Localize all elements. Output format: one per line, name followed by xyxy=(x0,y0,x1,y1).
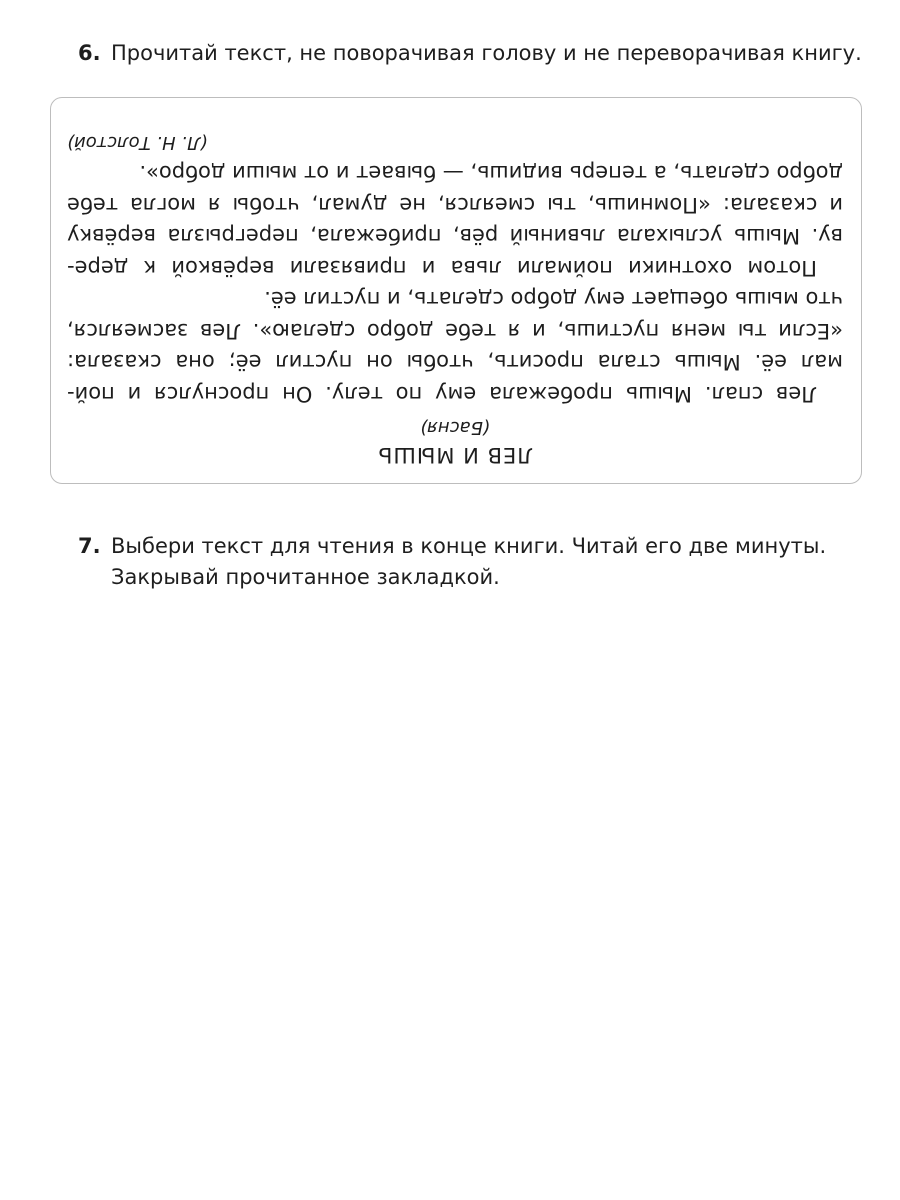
fable-line: что мышь обещает ему добро сделать, и пустил её. xyxy=(264,287,843,312)
fable-author: (Л. Н. Толстой) xyxy=(67,132,208,153)
task-number: 6. xyxy=(78,41,101,65)
fable-line: Потом охотники поймали льва и привязали верёвкой к дере- xyxy=(67,256,817,280)
fable-genre: (Басня) xyxy=(420,417,490,438)
fable-title: ЛЕВ И МЫШЬ xyxy=(376,443,534,467)
fable-line: «Если ты меня пустишь, и я тебе добро сделаю». Лев засмеялся, xyxy=(67,319,843,343)
fable-line: добро сделать, а теперь видишь, — бывает и от мыши добро». xyxy=(139,161,843,186)
task-instruction: Прочитай текст, не поворачивая голову и не переворачивая книгу. xyxy=(111,41,862,65)
fable-line: ву. Мышь услыхала львиный рёв, прибежала, перегрызла верёвку xyxy=(67,224,843,249)
rotated-content xyxy=(51,98,861,483)
fable-line: мал её. Мышь стала просить, чтобы он пустил её; она сказала: xyxy=(67,350,843,375)
fable xyxy=(67,127,843,469)
fable-line: Лев спал. Мышь пробежала ему по телу. Он проснулся и пой- xyxy=(67,382,817,406)
task-7 xyxy=(78,531,864,593)
task-instruction: Выбери текст для чтения в конце книги. Читай его две минуты. Закрывай прочитанное закладкой. xyxy=(111,534,827,589)
task-number: 7. xyxy=(78,534,101,558)
upside-down-text-box xyxy=(50,97,862,484)
task-6 xyxy=(78,38,864,69)
fable-line: и сказала: «Помнишь, ты смеялся, не думал, чтобы я могла тебе xyxy=(67,193,843,217)
